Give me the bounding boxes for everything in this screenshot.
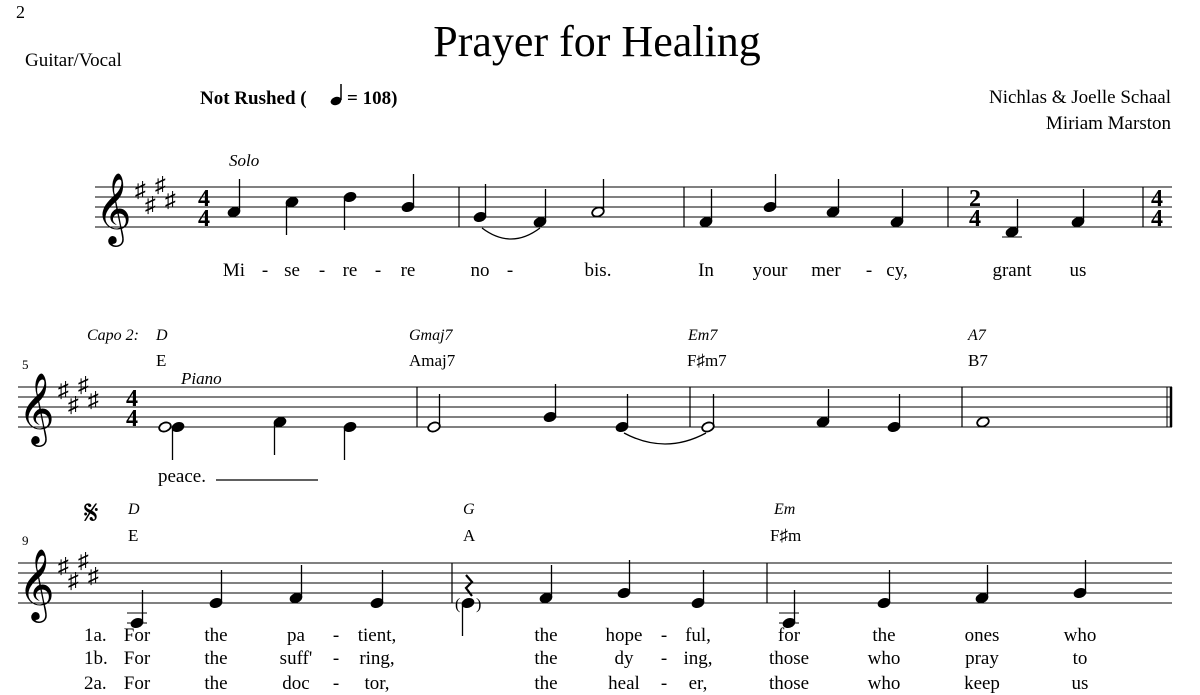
capo-label: Capo 2: bbox=[87, 327, 139, 344]
verses-system-3 bbox=[84, 625, 1096, 694]
lyric-syllable: - bbox=[865, 260, 873, 281]
page-number: 2 bbox=[16, 2, 25, 22]
time-signature-top: 4 bbox=[198, 186, 210, 212]
verse-lyric: keep bbox=[964, 673, 1000, 694]
verse-lyric: us bbox=[1071, 673, 1089, 694]
time-signature-bottom: 4 bbox=[126, 406, 138, 432]
verse-lyric: ring, bbox=[359, 648, 395, 669]
verse-lyric: to bbox=[1072, 648, 1088, 669]
verse-lyric: - bbox=[660, 673, 668, 694]
lyric-syllable: us bbox=[1069, 260, 1087, 281]
segno-icon: 𝄋 bbox=[84, 495, 99, 532]
verse-lyric: suff' bbox=[279, 648, 313, 669]
lyric-syllable: - bbox=[261, 260, 269, 281]
time-signature-bottom: 4 bbox=[969, 206, 981, 232]
verse-lyric: - bbox=[660, 625, 668, 646]
lyric-syllable: - bbox=[318, 260, 326, 281]
sharp-icon: ♯ bbox=[135, 177, 146, 202]
treble-clef-icon: 𝄞 bbox=[18, 551, 55, 619]
measure-number-9: 9 bbox=[22, 533, 29, 548]
time-signature-top: 2 bbox=[969, 186, 981, 212]
verse-lyric: doc bbox=[282, 673, 310, 694]
verse-label: 1b. bbox=[84, 648, 108, 669]
verse-lyric: the bbox=[204, 648, 228, 669]
sharp-icon: ♯ bbox=[68, 392, 79, 417]
time-signature-bottom: 4 bbox=[198, 206, 210, 232]
capo-chord: G bbox=[463, 501, 475, 518]
verse-lyric: er, bbox=[688, 673, 708, 694]
concert-chord: A bbox=[463, 526, 476, 545]
sharp-icon: ♯ bbox=[155, 172, 166, 197]
verse-lyric: - bbox=[332, 673, 340, 694]
tie-slur bbox=[482, 228, 540, 239]
verse-lyric: ing, bbox=[683, 648, 713, 669]
cue-paren-close: ) bbox=[476, 596, 482, 613]
quarter-note-icon bbox=[329, 84, 342, 107]
verse-lyric: the bbox=[534, 625, 558, 646]
lyrics-system-1 bbox=[223, 260, 1087, 281]
verse-lyric: who bbox=[1063, 625, 1097, 646]
sharp-icon: ♯ bbox=[78, 372, 89, 397]
verse-lyric: those bbox=[768, 673, 810, 694]
measure-number-5: 5 bbox=[22, 357, 29, 372]
verse-lyric: tient, bbox=[357, 625, 397, 646]
verse-label: 1a. bbox=[84, 625, 107, 646]
verse-lyric: ful, bbox=[685, 625, 711, 646]
verse-lyric: those bbox=[768, 648, 810, 669]
tempo-marking: Not Rushed ( bbox=[200, 88, 307, 109]
verse-lyric: - bbox=[332, 648, 340, 669]
cue-paren-open: ( bbox=[455, 596, 461, 613]
tie-slur bbox=[624, 433, 706, 444]
verse-lyric: the bbox=[534, 648, 558, 669]
verse-lyric: dy bbox=[614, 648, 634, 669]
verse-lyric: - bbox=[332, 625, 340, 646]
chords-system-2 bbox=[155, 327, 988, 370]
time-signature-bottom: 4 bbox=[1151, 206, 1163, 232]
sharp-icon: ♯ bbox=[88, 387, 99, 412]
concert-chord: Amaj7 bbox=[409, 351, 456, 370]
verse-lyric: tor, bbox=[364, 673, 390, 694]
verse-lyric: ones bbox=[964, 625, 1000, 646]
verse-lyric: who bbox=[867, 673, 901, 694]
staff-system-1 bbox=[95, 172, 1172, 247]
verse-lyric: the bbox=[872, 625, 896, 646]
verse-label: 2a. bbox=[84, 673, 107, 694]
capo-chord: Em7 bbox=[688, 327, 718, 344]
verse-lyric: pa bbox=[287, 625, 305, 646]
concert-chord: F♯m bbox=[770, 526, 802, 545]
verse-lyric: pray bbox=[965, 648, 999, 669]
verse-lyric: heal bbox=[608, 673, 640, 694]
lyric-syllable: cy, bbox=[886, 260, 908, 281]
sharp-icon: ♯ bbox=[58, 377, 69, 402]
verse-lyric: hope bbox=[605, 625, 643, 646]
lyric-syllable: mer bbox=[811, 260, 841, 281]
staff-system-3 bbox=[18, 548, 1172, 636]
verse-lyric: the bbox=[534, 673, 558, 694]
lyric-syllable: Mi bbox=[222, 260, 246, 281]
verse-lyric: for bbox=[777, 625, 801, 646]
treble-clef-icon: 𝄞 bbox=[95, 175, 132, 243]
lyric-syllable: - bbox=[506, 260, 514, 281]
verse-lyric: - bbox=[660, 648, 668, 669]
solo-label: Solo bbox=[229, 151, 260, 170]
lyric-syllable: In bbox=[698, 260, 714, 281]
lyric-syllable: no bbox=[470, 260, 490, 281]
lyric-syllable: bis. bbox=[584, 260, 612, 281]
composer-line-2: Miriam Marston bbox=[1045, 113, 1171, 134]
note-head bbox=[976, 416, 990, 428]
concert-chord: F♯m7 bbox=[687, 351, 727, 370]
lyric-peace: peace. bbox=[158, 466, 206, 487]
capo-chord: Em bbox=[774, 501, 796, 518]
verse-lyric: For bbox=[123, 673, 151, 694]
sharp-icon: ♯ bbox=[68, 568, 79, 593]
sharp-icon: ♯ bbox=[88, 563, 99, 588]
verse-lyric: the bbox=[204, 625, 228, 646]
sharp-icon: ♯ bbox=[145, 192, 156, 217]
tempo-value: = 108) bbox=[347, 88, 398, 109]
concert-chord: B7 bbox=[968, 351, 988, 370]
lyric-syllable: re bbox=[342, 260, 358, 281]
verse-lyric: For bbox=[123, 648, 151, 669]
time-signature-top: 4 bbox=[1151, 186, 1163, 212]
verse-lyric: the bbox=[204, 673, 228, 694]
capo-chord: D bbox=[156, 327, 168, 344]
sharp-icon: ♯ bbox=[165, 187, 176, 212]
capo-chord: Gmaj7 bbox=[409, 327, 453, 344]
lyric-syllable: - bbox=[374, 260, 382, 281]
lyric-syllable: grant bbox=[992, 260, 1032, 281]
chords-system-3 bbox=[127, 501, 801, 545]
instrument-label: Guitar/Vocal bbox=[25, 50, 122, 71]
treble-clef-icon: 𝄞 bbox=[18, 375, 55, 443]
note-head bbox=[158, 421, 172, 433]
concert-chord: E bbox=[156, 351, 167, 370]
sharp-icon: ♯ bbox=[58, 553, 69, 578]
song-title: Prayer for Healing bbox=[433, 17, 761, 66]
capo-chord: A7 bbox=[968, 327, 986, 344]
verse-lyric: who bbox=[867, 648, 901, 669]
concert-chord: E bbox=[128, 526, 139, 545]
piano-label: Piano bbox=[181, 369, 222, 388]
lyric-syllable: re bbox=[400, 260, 416, 281]
lyric-syllable: se bbox=[284, 260, 300, 281]
capo-chord: D bbox=[128, 501, 140, 518]
sharp-icon: ♯ bbox=[78, 548, 89, 573]
verse-lyric: For bbox=[123, 625, 151, 646]
lyric-syllable: your bbox=[752, 260, 788, 281]
composer-line-1: Nichlas & Joelle Schaal bbox=[988, 87, 1171, 108]
time-signature-top: 4 bbox=[126, 386, 138, 412]
